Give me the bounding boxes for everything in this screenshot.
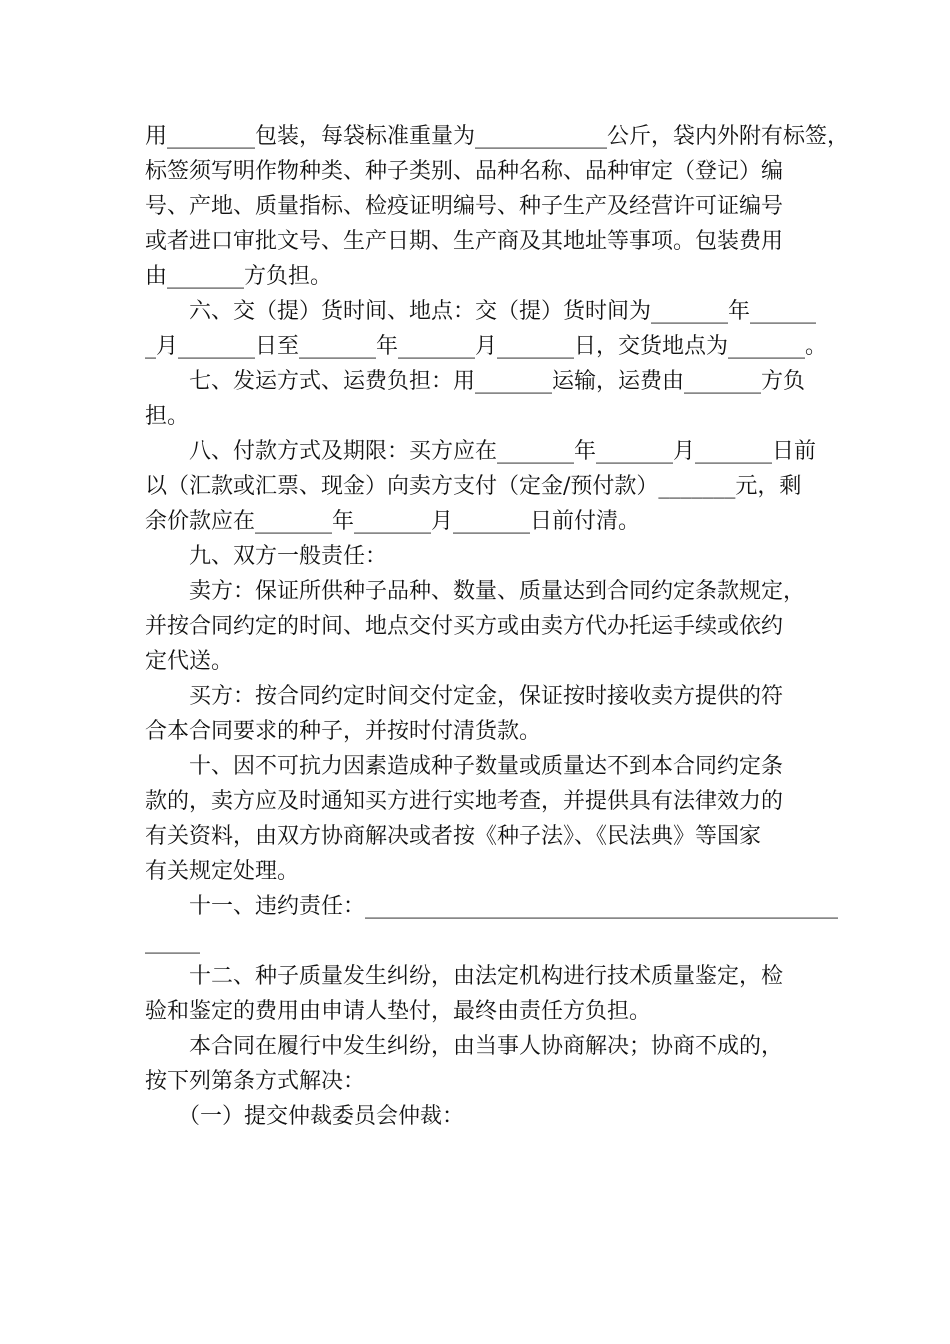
clause-seven: 七、发运方式、运费负担：用_______运输，运费由_______方负 <box>189 369 806 394</box>
text-line: 余价款应在_______年_______月_______日前付清。 <box>145 509 641 534</box>
text-line: 用________包装，每袋标准重量为____________公斤，袋内外附有标签， <box>145 124 850 149</box>
text-line: _____ <box>145 929 200 954</box>
text-line: 款的，卖方应及时通知买方进行实地考查，并提供具有法律效力的 <box>145 789 784 814</box>
arbitration-option: （一）提交仲裁委员会仲裁： <box>178 1104 465 1129</box>
clause-eight: 八、付款方式及期限：买方应在_______年_______月_______日前 <box>189 439 817 464</box>
text-line: 验和鉴定的费用由申请人垫付，最终由责任方负担。 <box>145 999 652 1024</box>
buyer-duties: 买方：按合同约定时间交付定金，保证按时接收卖方提供的符 <box>189 684 784 709</box>
contract-body <box>145 119 850 1134</box>
seller-duties: 卖方：保证所供种子品种、数量、质量达到合同约定条款规定， <box>189 579 806 604</box>
text-line: 有关规定处理。 <box>145 859 300 884</box>
clause-nine: 九、双方一般责任： <box>189 544 388 569</box>
text-line: 担。 <box>145 404 190 429</box>
clause-ten: 十、因不可抗力因素造成种子数量或质量达不到本合同约定条 <box>189 754 784 779</box>
text-line: 有关资料，由双方协商解决或者按《种子法》、《民法典》等国家 <box>145 824 762 849</box>
clause-six: 六、交（提）货时间、地点：交（提）货时间为_______年______ <box>189 299 817 324</box>
text-line: _月_______日至_______年_______月_______日，交货地点为_______。 <box>145 334 828 359</box>
text-line: 标签须写明作物种类、种子类别、品种名称、品种审定（登记）编 <box>145 159 784 184</box>
text-line: 定代送。 <box>145 649 234 674</box>
text-line: 或者进口审批文号、生产日期、生产商及其地址等事项。包装费用 <box>145 229 784 254</box>
clause-eleven: 十一、违约责任：___________________________________________ <box>189 894 839 919</box>
text-line: 以（汇款或汇票、现金）向卖方支付（定金/预付款）_______元，剩 <box>145 474 802 499</box>
clause-twelve: 十二、种子质量发生纠纷，由法定机构进行技术质量鉴定，检 <box>189 964 784 989</box>
text-line: 合本合同要求的种子，并按时付清货款。 <box>145 719 542 744</box>
text-line: 由_______方负担。 <box>145 264 333 289</box>
dispute-resolution: 本合同在履行中发生纠纷，由当事人协商解决；协商不成的， <box>189 1034 784 1059</box>
text-line: 并按合同约定的时间、地点交付买方或由卖方代办托运手续或依约 <box>145 614 784 639</box>
text-line: 按下列第条方式解决： <box>145 1069 366 1094</box>
text-line: 号、产地、质量指标、检疫证明编号、种子生产及经营许可证编号 <box>145 194 784 219</box>
